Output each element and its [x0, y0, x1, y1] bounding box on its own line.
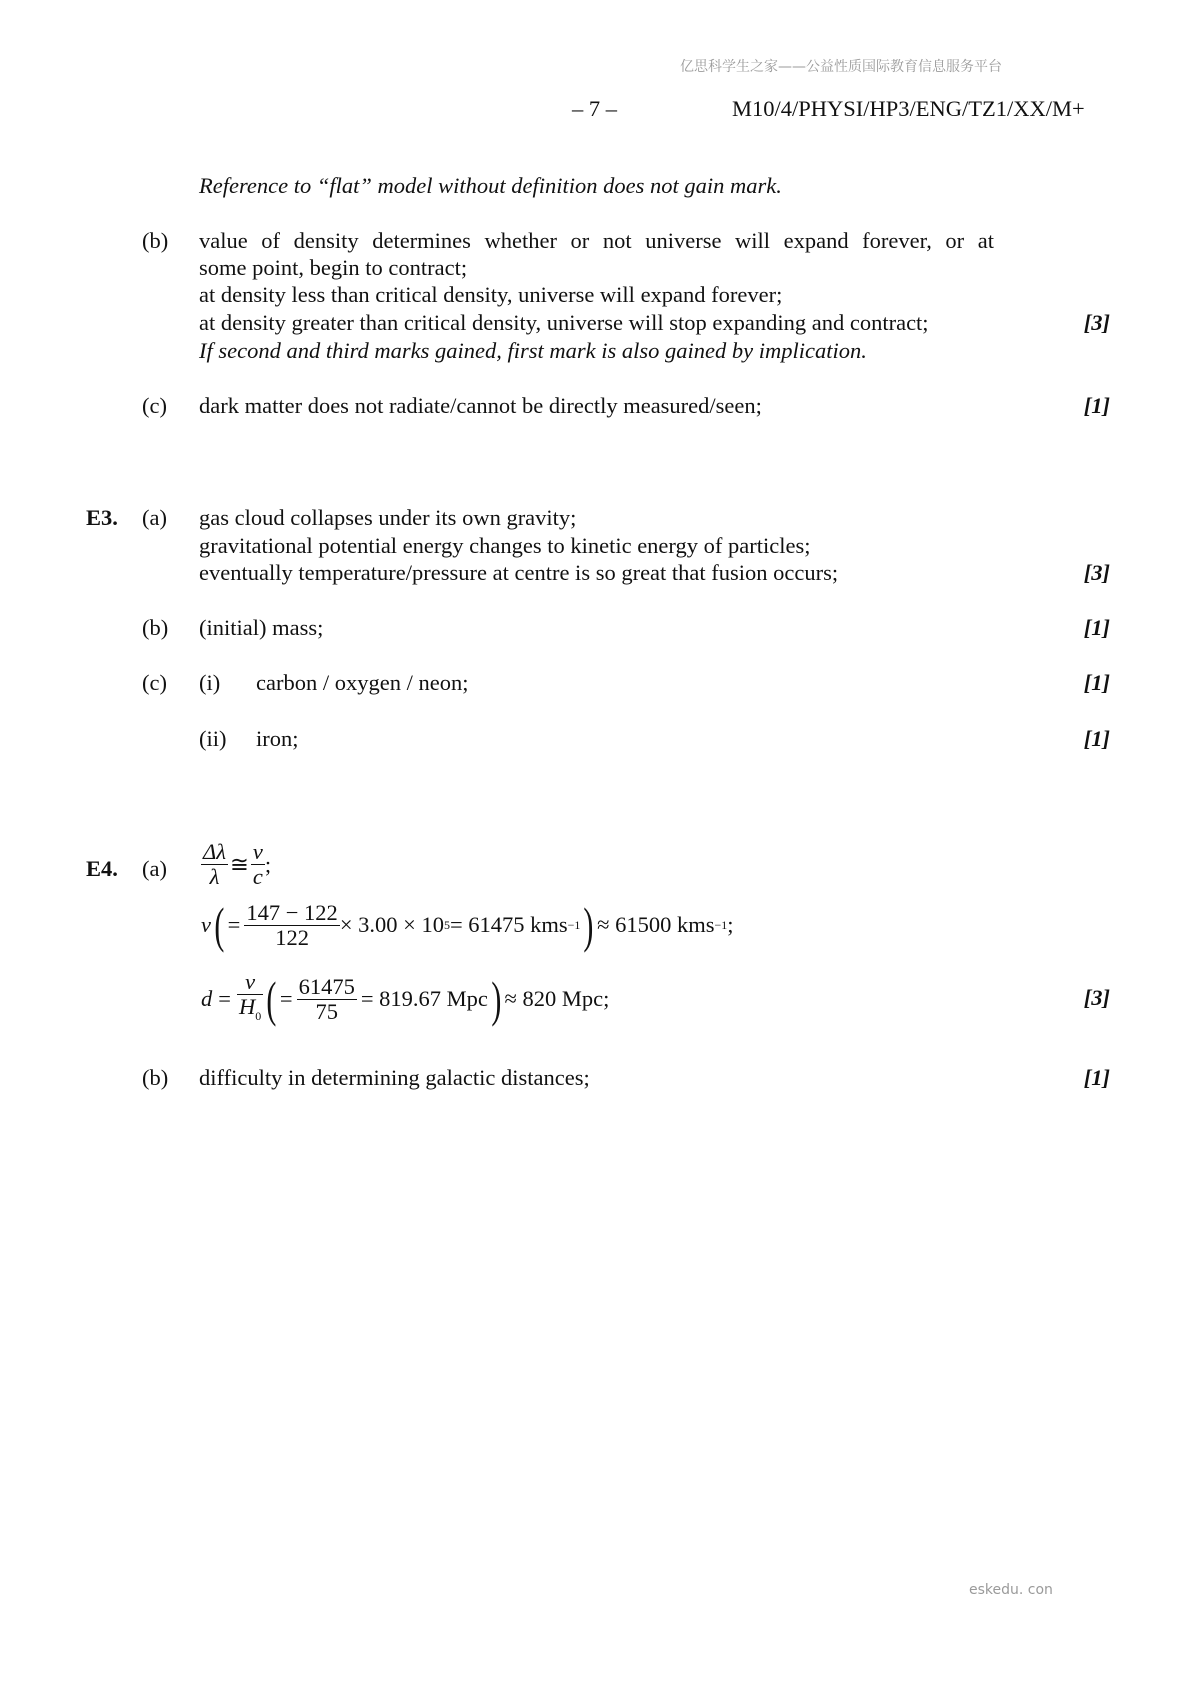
e3-a-line-3: eventually temperature/pressure at centre is so great that fusion occurs;	[199, 560, 839, 585]
e3-a-label: (a)	[142, 505, 167, 530]
e3-a-mark: [3]	[1083, 560, 1110, 585]
approx-equal-sign: ≅	[229, 851, 249, 877]
e3-c-ii-label: (ii)	[199, 726, 227, 751]
e4-a-mark: [3]	[1083, 985, 1110, 1010]
fraction-numerator: 147 − 122	[246, 899, 338, 925]
fraction-numerator: Δλ	[203, 839, 226, 864]
e3-b-mark: [1]	[1083, 615, 1110, 640]
e2-c-label: (c)	[142, 393, 167, 418]
fraction-numerator: 61475	[298, 973, 355, 999]
e2-b-mark: [3]	[1083, 310, 1110, 335]
fraction-numerator: v	[252, 839, 263, 864]
e3-a-line-1: gas cloud collapses under its own gravity;	[199, 505, 577, 530]
e2-c-text: dark matter does not radiate/cannot be directly measured/seen;	[199, 393, 762, 418]
distance-value: = 819.67 Mpc	[360, 986, 488, 1011]
fraction-denominator: 75	[315, 998, 338, 1024]
equals-sign: =	[218, 986, 231, 1011]
page-number: – 7 –	[572, 96, 617, 121]
e3-c-ii-text: iron;	[256, 726, 299, 751]
e3-c-label: (c)	[142, 670, 167, 695]
e2-b-line-1: value of density determines whether or not universe will expand forever, or at	[199, 228, 994, 253]
e2-c-mark: [1]	[1083, 393, 1110, 418]
document-code: M10/4/PHYSI/HP3/ENG/TZ1/XX/M+	[732, 96, 1085, 121]
distance-approx: ≈ 820 Mpc;	[504, 986, 610, 1011]
fraction-denominator: c	[252, 864, 263, 889]
equation-velocity	[201, 897, 734, 953]
velocity-variable: v	[201, 912, 211, 937]
e3-c-ii-mark: [1]	[1083, 726, 1110, 751]
equation-distance	[201, 970, 609, 1028]
fraction-numerator: v	[237, 970, 263, 995]
right-paren: )	[583, 897, 594, 953]
e3-number: E3.	[86, 505, 118, 530]
watermark-bottom: eskedu. con	[969, 1582, 1053, 1598]
fraction-denominator: λ	[209, 864, 220, 889]
e2-b-line-3: at density less than critical density, universe will expand forever;	[199, 282, 783, 307]
subscript: 0	[255, 1009, 262, 1023]
e4-b-mark: [1]	[1083, 1065, 1110, 1090]
equals-sign: =	[227, 912, 241, 937]
semicolon: ;	[264, 851, 272, 877]
left-paren: (	[214, 897, 225, 953]
semicolon: ;	[727, 912, 734, 937]
equals-sign: =	[279, 986, 293, 1011]
unit-exponent: −1	[714, 917, 728, 932]
fraction-delta-lambda	[201, 840, 228, 889]
fraction-v-c	[251, 840, 265, 889]
e2-b-line-4: at density greater than critical density, universe will stop expanding and contract;	[199, 310, 929, 335]
fraction-denominator: 122	[275, 924, 309, 950]
e4-b-text: difficulty in determining galactic distances;	[199, 1065, 590, 1090]
unit-exponent: −1	[567, 917, 581, 932]
hubble-constant-symbol: H	[238, 994, 256, 1019]
e3-c-i-text: carbon / oxygen / neon;	[256, 670, 469, 695]
e4-b-label: (b)	[142, 1065, 169, 1090]
velocity-value: = 61475 kms	[449, 912, 568, 937]
e2-b-label: (b)	[142, 228, 169, 253]
watermark-top: 亿思科学生之家——公益性质国际教育信息服务平台	[680, 59, 1002, 75]
e3-c-i-mark: [1]	[1083, 670, 1110, 695]
equation-redshift	[201, 840, 271, 889]
e3-b-label: (b)	[142, 615, 169, 640]
intro-note: Reference to “flat” model without definition does not gain mark.	[199, 173, 782, 198]
e4-a-label: (a)	[142, 856, 167, 881]
fraction-v-h0	[237, 970, 263, 1028]
e4-number: E4.	[86, 856, 118, 881]
e3-c-i-label: (i)	[199, 670, 221, 695]
fraction-wavelength-shift	[244, 901, 339, 950]
right-paren: )	[491, 971, 502, 1027]
e2-b-note: If second and third marks gained, first mark is also gained by implication.	[199, 338, 867, 363]
distance-variable: d	[201, 986, 213, 1011]
velocity-approx: ≈ 61500 kms	[597, 912, 715, 937]
speed-of-light-factor: × 3.00 × 10	[339, 912, 444, 937]
fraction-61475-75	[297, 975, 357, 1024]
e2-b-line-2: some point, begin to contract;	[199, 255, 468, 280]
left-paren: (	[266, 971, 277, 1027]
e3-a-line-2: gravitational potential energy changes to kinetic energy of particles;	[199, 533, 811, 558]
exponent: 5	[443, 917, 450, 932]
e3-b-text: (initial) mass;	[199, 615, 324, 640]
